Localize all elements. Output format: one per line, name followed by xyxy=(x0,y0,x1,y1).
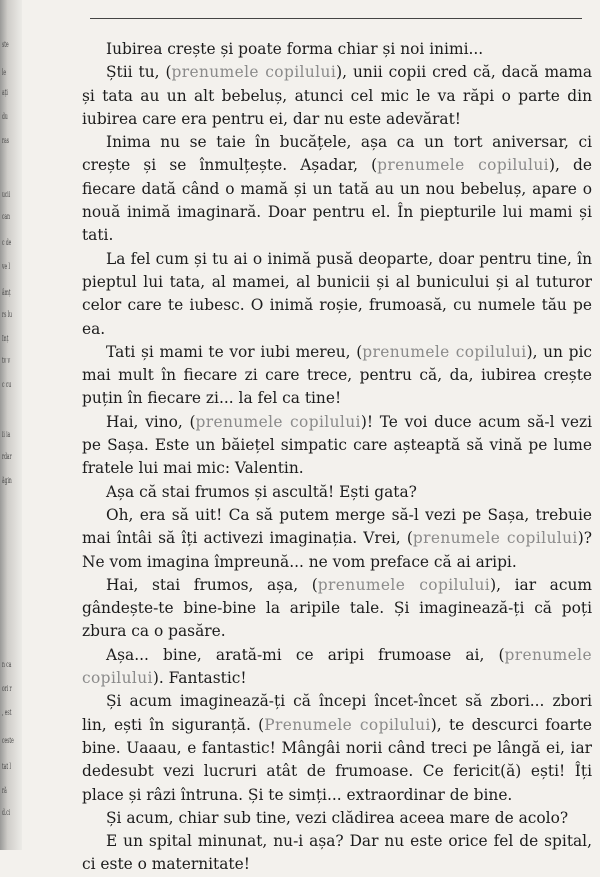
child-name-placeholder: prenumele copilului xyxy=(362,342,527,361)
margin-fragment: rdar xyxy=(2,452,12,461)
paragraph-text: Oh, era să uit! Ca să putem merge să-l vezi pe Sașa, trebuie mai întâi să îți activezi imaginația. Vrei, ( xyxy=(82,505,592,548)
margin-fragment: c de xyxy=(2,238,12,247)
child-name-placeholder: prenumele copilului xyxy=(377,156,550,175)
paragraph-text: ). Fantastic! xyxy=(152,669,247,688)
paragraph xyxy=(82,807,592,830)
paragraph-text: Hai, stai frumos, așa, ( xyxy=(106,575,318,594)
paragraph-text: Și acum, chiar sub tine, vezi clădirea aceea mare de acolo? xyxy=(106,808,569,827)
paragraph-text: La fel cum și tu ai o inimă pusă deoparte, doar pentru tine, în pieptul lui tata, al mamei, al bunicii și al bunicului și al tuturor celor care te iubesc. O inimă roșie, frumoasă, cu numele tău pe ea. xyxy=(82,249,592,338)
child-name-placeholder: prenumele copilului xyxy=(171,63,337,82)
paragraph xyxy=(82,341,592,411)
paragraph xyxy=(82,830,592,877)
margin-fragment: ori r xyxy=(2,684,12,693)
paragraph-text: ), de fiecare dată când o mamă și un tată au un nou bebeluș, apare o nouă inimă imaginară. Doar pentru el. În piepturile lui mami și tati. xyxy=(82,156,592,245)
child-name-placeholder: prenumele copilului xyxy=(317,575,491,594)
margin-fragment: ră xyxy=(2,786,7,795)
paragraph xyxy=(82,411,592,481)
margin-fragment: can xyxy=(2,212,10,221)
margin-fragment: rs lu xyxy=(2,310,13,319)
paragraph-text: ), unii copii cred că, dacă mama și tata au un alt bebeluș, atunci cel mic le va răpi o parte din iubirea care era pentru ei, dar nu este adevărat! xyxy=(82,63,592,128)
paragraph-text: ), iar acum gândește-te bine-bine la aripile tale. Și imaginează-ți că poți zbura ca o pasăre. xyxy=(82,575,592,641)
margin-fragment: c cu xyxy=(2,380,12,389)
header-rule xyxy=(90,18,582,19)
paragraph-text: Așa că stai frumos și ascultă! Ești gata? xyxy=(106,482,417,501)
margin-fragment: ceste xyxy=(2,736,14,745)
paragraph-text: ), te descurci foarte bine. Uaaau, e fantastic! Mângâi norii când treci pe lângă ei, iar dedesubt vezi lucruri atât de frumoase. Ce fericit(ă) ești! Îți place și râzi întruna. Și te simți... extraordinar de bine. xyxy=(82,715,592,804)
margin-fragment: ăgin xyxy=(2,476,12,485)
margin-fragment: Inț xyxy=(2,334,9,343)
previous-page-gutter xyxy=(0,0,22,850)
paragraph-text: )? Ne vom imagina împreună... ne vom preface că ai aripi. xyxy=(82,529,592,571)
margin-fragment: le xyxy=(2,68,7,77)
child-name-placeholder: prenumele copilului xyxy=(412,529,578,548)
paragraph xyxy=(82,574,592,644)
margin-fragment: tv v xyxy=(2,356,11,365)
paragraph-text: Iubirea crește și poate forma chiar și noi inimi... xyxy=(106,40,484,58)
paragraph xyxy=(82,131,592,247)
paragraph-text: Inima nu se taie în bucățele, așa ca un tort aniversar, ci crește și se înmulțește. Așadar, ( xyxy=(82,133,592,175)
margin-fragment: ucii xyxy=(2,190,11,199)
child-name-placeholder: prenumele copilului xyxy=(195,412,361,431)
paragraph-text: Hai, vino, ( xyxy=(106,412,196,431)
margin-fragment: d.ci xyxy=(2,808,11,817)
paragraph-text: ), un pic mai mult în fiecare zi care trece, pentru că, da, iubirea crește puțin în fiecare zi... la fel ca tine! xyxy=(82,342,592,408)
paragraph-text: Tati și mami te vor iubi mereu, ( xyxy=(106,342,363,361)
paragraph-text: Știi tu, ( xyxy=(106,63,172,82)
margin-fragment: ii ia xyxy=(2,430,11,439)
margin-fragment: n ca xyxy=(2,660,12,669)
margin-fragment: ste xyxy=(2,40,9,49)
margin-fragment: , est xyxy=(2,708,12,717)
page-body xyxy=(82,38,592,877)
margin-fragment: ați xyxy=(2,88,8,97)
paragraph-text: Așa... bine, arată-mi ce aripi frumoase ai, ( xyxy=(106,645,505,664)
paragraph xyxy=(82,61,592,131)
child-name-placeholder: prenumele copilului xyxy=(82,645,592,688)
paragraph xyxy=(82,644,592,691)
paragraph-text: )! Te voi duce acum să-l vezi pe Sașa. Este un băiețel simpatic care așteaptă să vină pe lume fratele lui mai mic: Valentin. xyxy=(82,412,593,478)
paragraph xyxy=(82,38,592,61)
paragraph xyxy=(82,248,592,341)
paragraph-text: Și acum imaginează-ți că începi încet-încet să zbori... zbori lin, ești în siguranță. ( xyxy=(82,692,592,734)
margin-fragment: ras xyxy=(2,136,9,145)
paragraph-text: E un spital minunat, nu-i așa? Dar nu este orice fel de spital, ci este o maternitate! xyxy=(82,832,592,874)
paragraph xyxy=(82,504,592,574)
paragraph xyxy=(82,481,592,504)
paragraph xyxy=(82,690,592,806)
child-name-placeholder: Prenumele copilului xyxy=(264,715,431,734)
margin-fragment: âmț xyxy=(2,288,11,297)
margin-fragment: tat l xyxy=(2,762,11,771)
margin-fragment: du xyxy=(2,112,8,121)
margin-fragment: ve l xyxy=(2,262,10,271)
